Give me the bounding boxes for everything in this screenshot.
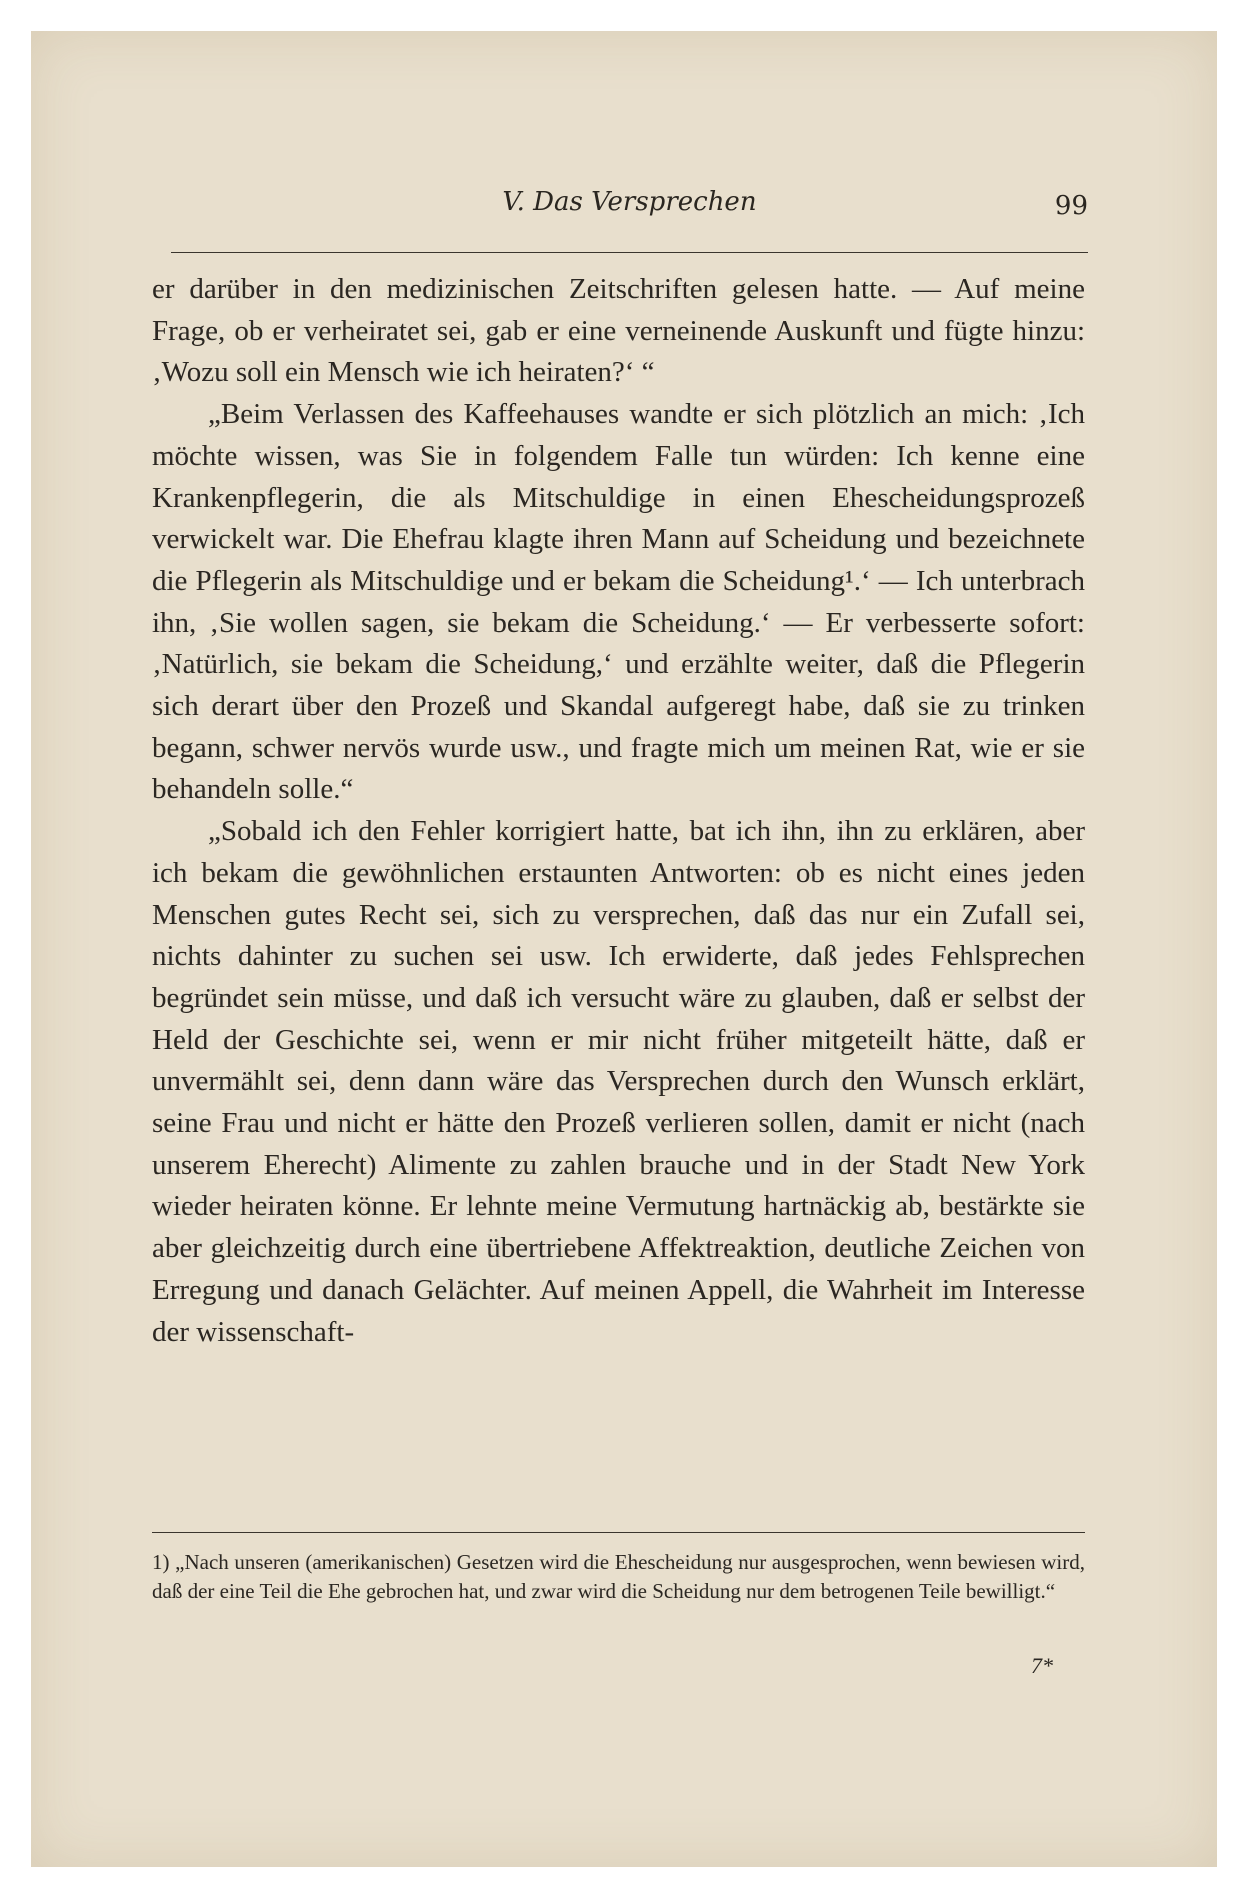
paragraph: „Sobald ich den Fehler korrigiert hatte, bat ich ihn, ihn zu erklären, aber ich bekam die gewöhnlichen erstaunten Antworten: ob es nicht eines jeden Menschen gutes Recht sei, sich zu versprechen, daß das nur ein Zufall sei, nichts dahinter zu suchen sei usw. Ich erwiderte, daß jedes Fehlsprechen begründet sein müsse, und daß ich versucht wäre zu glauben, daß er selbst der Held der Geschichte sei, wenn er mir nicht früher mitgeteilt hätte, daß er unvermählt sei, denn dann wäre das Versprechen durch den Wunsch erklärt, seine Frau und nicht er hätte den Prozeß verlieren sollen, damit er nicht (nach unserem Eherecht) Alimente zu zahlen brauche und in der Stadt New York wieder heiraten könne. Er lehnte meine Vermutung hartnäckig ab, bestärkte sie aber gleichzeitig durch eine übertriebene Affektreaktion, deutliche Zeichen von Erregung und danach Gelächter. Auf meinen Appell, die Wahrheit im Interesse der wissenschaft-	[152, 815, 1085, 1348]
signature-mark: 7*	[1031, 1653, 1053, 1678]
paragraph: er darüber in den medizinischen Zeitschriften gelesen hatte. — Auf meine Frage, ob er verheiratet sei, gab er eine verneinende Auskunft und fügte hinzu: ‚Wozu soll ein Mensch wie ich heiraten?‘ “	[152, 273, 1085, 389]
page-header	[171, 187, 1088, 239]
footnote: 1) „Nach unseren (amerikanischen) Gesetzen wird die Ehescheidung nur ausgesprochen, wenn bewiesen wird, daß der eine Teil die Ehe gebrochen hat, und zwar wird die Scheidung nur dem betrogenen Teile bewilligt.“	[152, 1550, 1085, 1603]
running-title: V. Das Versprechen	[502, 187, 757, 217]
footnote-rule	[152, 1532, 1085, 1533]
paragraph: „Beim Verlassen des Kaffeehauses wandte er sich plötzlich an mich: ‚Ich möchte wissen, was Sie in folgendem Falle tun würden: Ich kenne eine Krankenpflegerin, die als Mitschuldige in einen Ehescheidungsprozeß verwickelt war. Die Ehefrau klagte ihren Mann auf Scheidung und bezeichnete die Pflegerin als Mitschuldige und er bekam die Scheidung¹.‘ — Ich unterbrach ihn, ‚Sie wollen sagen, sie bekam die Scheidung.‘ — Er verbesserte sofort: ‚Natürlich, sie bekam die Scheidung,‘ und erzählte weiter, daß die Pflegerin sich derart über den Prozeß und Skandal aufgeregt habe, daß sie zu trinken begann, schwer nervös wurde usw., und fragte mich um meinen Rat, wie er sie behandeln solle.“	[152, 398, 1085, 806]
body-text	[152, 269, 1085, 1353]
page-number: 99	[1054, 191, 1088, 221]
header-rule	[171, 252, 1088, 253]
book-page	[31, 31, 1217, 1867]
